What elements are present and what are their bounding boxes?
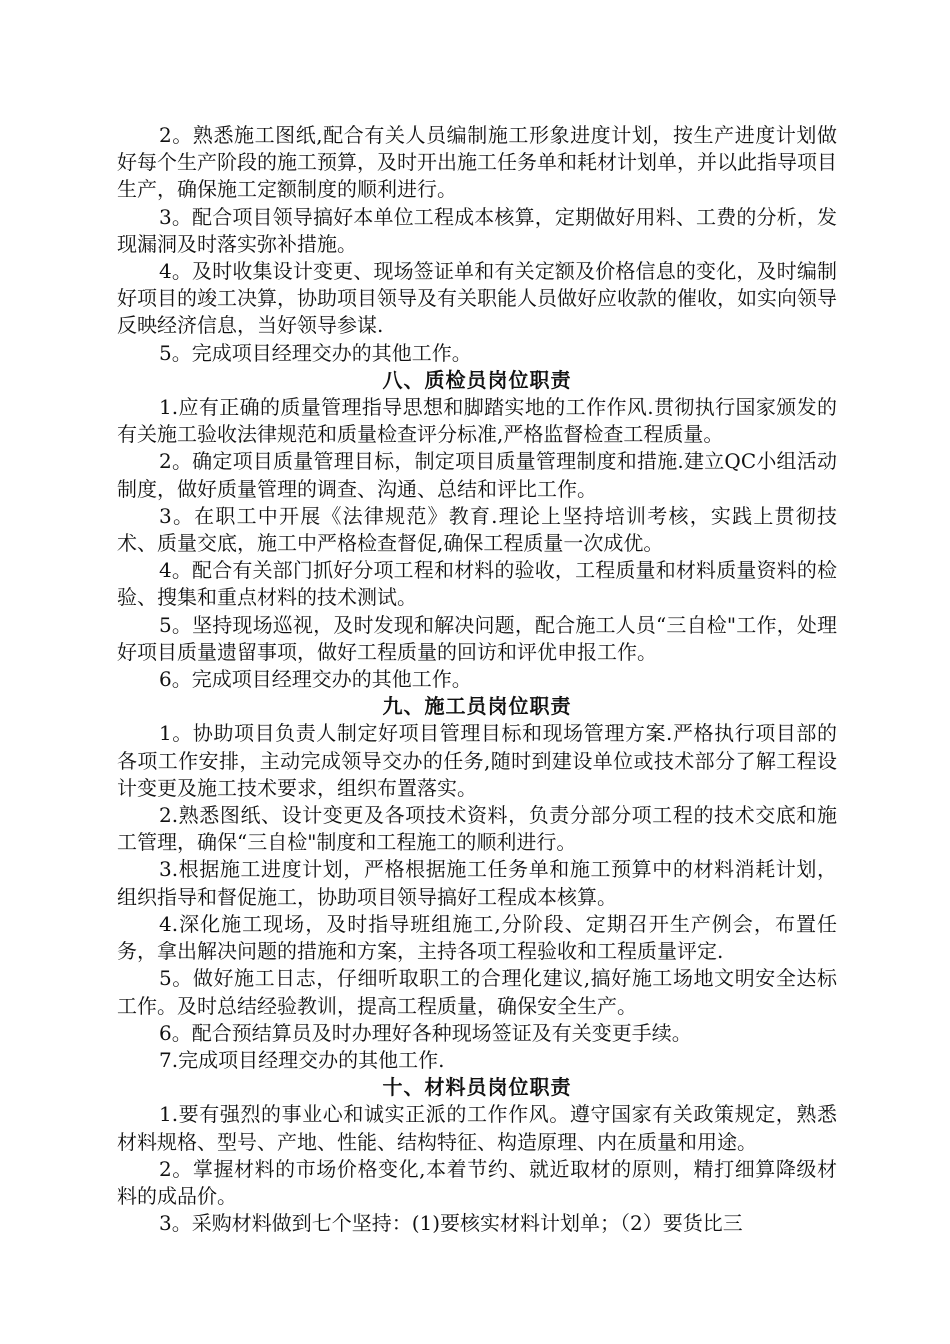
paragraph-budget-2: 2。熟悉施工图纸,配合有关人员编制施工形象进度计划，按生产进度计划做好每个生产阶段的施工预算，及时开出施工任务单和耗材计划单，并以此指导项目生产，确保施工定额制度的顺利进行。: [117, 123, 837, 202]
paragraph-quality-6: 6。完成项目经理交办的其他工作。: [159, 667, 472, 692]
paragraph-budget-3: 3。配合项目领导搞好本单位工程成本核算，定期做好用料、工费的分析，发现漏洞及时落实弥补措施。: [117, 204, 837, 256]
paragraph-quality-4: 4。配合有关部门抓好分项工程和材料的验收，工程质量和材料质量资料的检验、搜集和重点材料的技术测试。: [117, 558, 837, 610]
paragraph-construction-3: 3.根据施工进度计划，严格根据施工任务单和施工预算中的材料消耗计划，组织指导和督促施工，协助项目领导搞好工程成本核算。: [117, 857, 837, 909]
paragraph-construction-6: 6。配合预结算员及时办理好各种现场签证及有关变更手续。: [159, 1020, 692, 1045]
section-heading-construction-officer: 九、施工员岗位职责: [382, 694, 572, 719]
document-body: [117, 122, 837, 1237]
paragraph-materials-1: 1.要有强烈的事业心和诚实正派的工作作风。遵守国家有关政策规定，熟悉材料规格、型号、产地、性能、结构特征、构造原理、内在质量和用途。: [117, 1102, 837, 1154]
paragraph-quality-3: 3。在职工中开展《法律规范》教育.理论上坚持培训考核，实践上贯彻技术、质量交底，施工中严格检查督促,确保工程质量一次成优。: [117, 503, 837, 556]
paragraph-budget-4: 4。及时收集设计变更、现场签证单和有关定额及价格信息的变化，及时编制好项目的竣工决算，协助项目领导及有关职能人员做好应收款的催收，如实向领导反映经济信息，当好领导参谋.: [117, 259, 837, 338]
paragraph-quality-2: 2。确定项目质量管理目标，制定项目质量管理制度和措施.建立QC小组活动制度，做好质量管理的调查、沟通、总结和评比工作。: [117, 449, 837, 501]
section-heading-materials-officer: 十、材料员岗位职责: [382, 1075, 572, 1100]
paragraph-materials-2: 2。掌握材料的市场价格变化,本着节约、就近取材的原则，精打细算降级材料的成品价。: [117, 1156, 837, 1208]
paragraph-construction-7: 7.完成项目经理交办的其他工作.: [159, 1047, 445, 1072]
paragraph-budget-5: 5。完成项目经理交办的其他工作。: [159, 340, 472, 365]
paragraph-materials-3: 3。采购材料做到七个坚持：(1)要核实材料计划单；（2）要货比三: [159, 1211, 743, 1236]
paragraph-construction-4: 4.深化施工现场，及时指导班组施工,分阶段、定期召开生产例会，布置任务，拿出解决问题的措施和方案，主持各项工程验收和工程质量评定.: [117, 911, 837, 964]
section-heading-quality-inspector: 八、质检员岗位职责: [382, 367, 572, 392]
paragraph-construction-1: 1。协助项目负责人制定好项目管理目标和现场管理方案.严格执行项目部的各项工作安排，主动完成领导交办的任务,随时到建设单位或技术部分了解工程设计变更及施工技术要求，组织布置落实。: [117, 721, 837, 800]
paragraph-construction-5: 5。做好施工日志，仔细听取职工的合理化建议,搞好施工场地文明安全达标工作。及时总结经验教训，提高工程质量，确保安全生产。: [117, 966, 837, 1018]
paragraph-quality-5: 5。坚持现场巡视，及时发现和解决问题，配合施工人员“三自检"工作，处理好项目质量遗留事项，做好工程质量的回访和评优申报工作。: [117, 612, 837, 664]
paragraph-construction-2: 2.熟悉图纸、设计变更及各项技术资料，负责分部分项工程的技术交底和施工管理，确保“三自检"制度和工程施工的顺利进行。: [117, 803, 837, 855]
paragraph-quality-1: 1.应有正确的质量管理指导思想和脚踏实地的工作作风.贯彻执行国家颁发的有关施工验收法律规范和质量检查评分标准,严格监督检查工程质量。: [117, 395, 837, 447]
